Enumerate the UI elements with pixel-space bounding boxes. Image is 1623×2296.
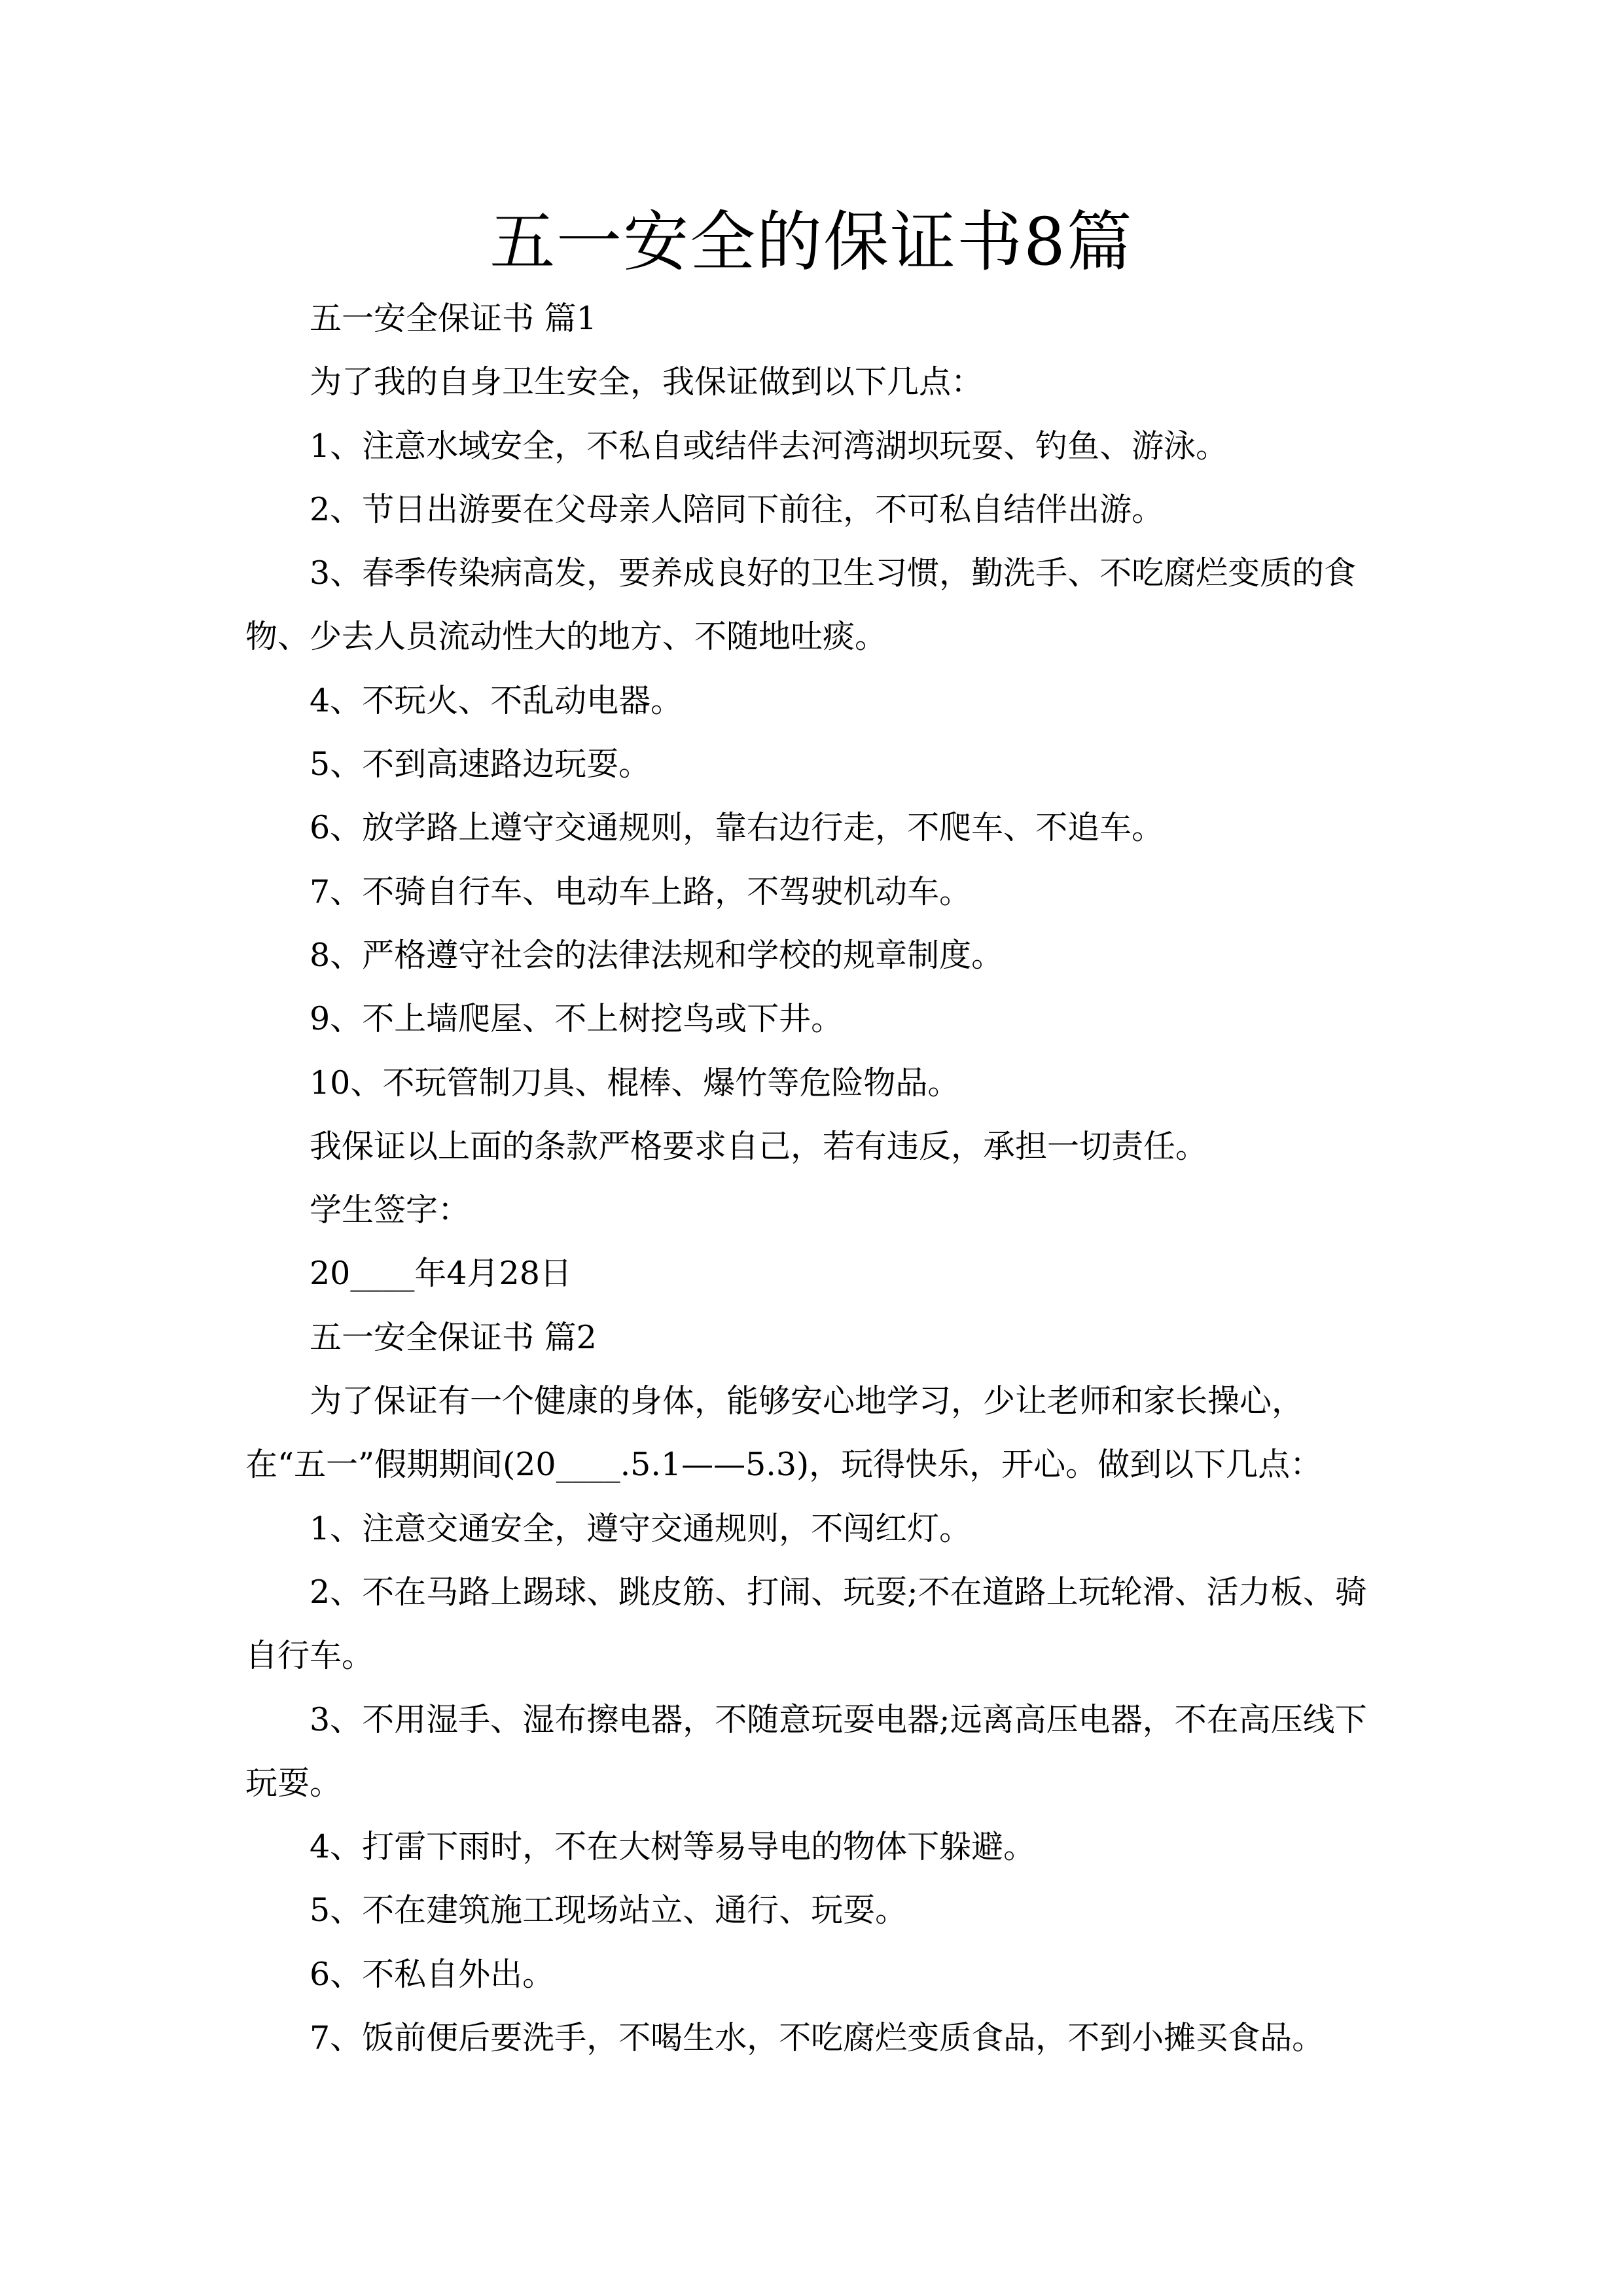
paragraph-intro: 为了我的自身卫生安全，我保证做到以下几点： [310,363,984,401]
list-item: 2、节日出游要在父母亲人陪同下前往，不可私自结伴出游。 [310,490,1164,528]
date-line: 20____年4月28日 [310,1255,572,1293]
document-title: 五一安全的保证书8篇 [490,204,1133,280]
list-item: 3、春季传染病高发，要养成良好的卫生习惯，勤洗手、不吃腐烂变质的食物、少去人员流动性大的地方、不随地吐痰。 [245,554,1357,656]
list-item: 1、注意水域安全，不私自或结伴去河湾湖坝玩耍、钓鱼、游泳。 [310,427,1228,465]
section-heading-2: 五一安全保证书 篇2 [310,1318,597,1356]
student-signature-label: 学生签字： [310,1191,471,1229]
list-item: 7、不骑自行车、电动车上路，不驾驶机动车。 [310,872,972,910]
list-item: 9、不上墙爬屋、不上树挖鸟或下井。 [310,1000,844,1038]
list-item: 5、不到高速路边玩耍。 [310,745,651,783]
list-item: 3、不用湿手、湿布擦电器，不随意玩耍电器;远离高压电器，不在高压线下玩耍。 [245,1700,1367,1802]
section-heading-1: 五一安全保证书 篇1 [310,300,597,337]
list-item: 7、饭前便后要洗手，不喝生水，不吃腐烂变质食品，不到小摊买食品。 [310,2019,1325,2057]
list-item: 4、打雷下雨时，不在大树等易导电的物体下躲避。 [310,1828,1036,1866]
list-item: 4、不玩火、不乱动电器。 [310,681,683,719]
list-item: 2、不在马路上踢球、跳皮筋、打闹、玩耍;不在道路上玩轮滑、活力板、骑自行车。 [245,1573,1367,1675]
list-item: 8、严格遵守社会的法律法规和学校的规章制度。 [310,936,1004,974]
list-item: 5、不在建筑施工现场站立、通行、玩耍。 [310,1892,908,1929]
list-item: 6、不私自外出。 [310,1955,555,1993]
document-body [245,287,1381,2070]
pledge-statement: 我保证以上面的条款严格要求自己，若有违反，承担一切责任。 [310,1127,1208,1165]
list-item: 1、注意交通安全，遵守交通规则，不闯红灯。 [310,1509,972,1547]
list-item: 6、放学路上遵守交通规则，靠右边行走，不爬车、不追车。 [310,809,1164,847]
paragraph-intro: 为了保证有一个健康的身体，能够安心地学习，少让老师和家长操心，在“五一”假期期间(20____.5.1——5.3)，玩得快乐，开心。做到以下几点： [245,1382,1323,1484]
list-item: 10、不玩管制刀具、棍棒、爆竹等危险物品。 [310,1064,960,1102]
